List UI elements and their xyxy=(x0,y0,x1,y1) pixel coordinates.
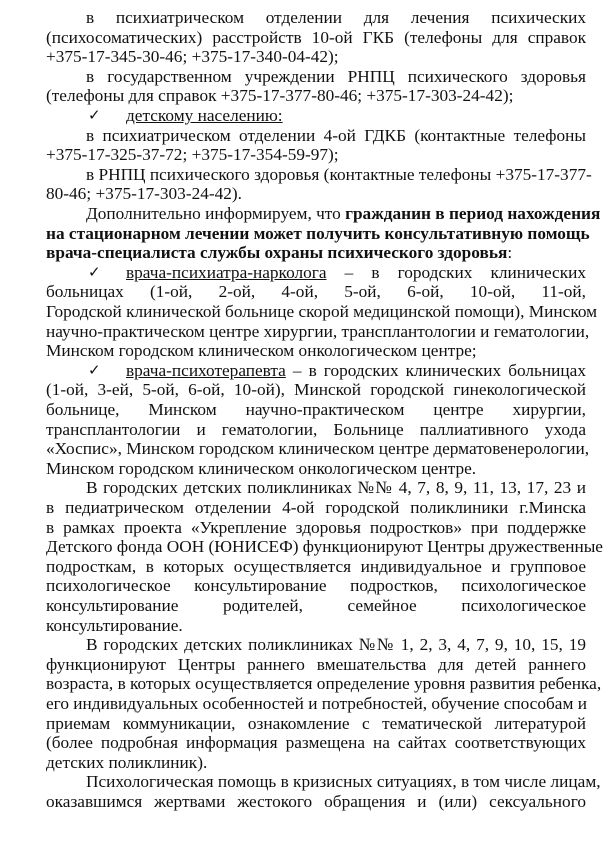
text-segment: в психиатрическом отделении 4-ой ГДКБ (контактные телефоны xyxy=(86,125,586,145)
text-line xyxy=(46,282,586,302)
text-line xyxy=(88,262,586,283)
checkmark-icon: ✓ xyxy=(88,106,101,124)
text-line xyxy=(46,733,586,753)
text-line xyxy=(46,243,586,263)
bold-text: на стационарном лечении может получить консультативную помощь xyxy=(46,223,590,243)
text-segment: в психиатрическом отделении для лечения психических xyxy=(86,8,586,27)
text-line xyxy=(46,498,586,518)
text-line xyxy=(46,518,586,538)
text-segment: консультирование родителей, семейное психологическое xyxy=(46,596,586,615)
text-line xyxy=(46,380,586,400)
text-line xyxy=(46,184,586,204)
checkmark-icon: ✓ xyxy=(88,262,101,281)
bold-text: врача-специалиста службы охраны психического здоровья xyxy=(46,243,508,263)
text-segment: : xyxy=(507,243,513,263)
text-segment: – в городских клинических больницах xyxy=(285,360,586,380)
text-line xyxy=(46,47,586,67)
text-line xyxy=(46,302,598,322)
underlined-heading: врача-психиатра-нарколога xyxy=(126,262,327,282)
text-segment: Детского фонда ООН (ЮНИСЕФ) функционируют Центры дружественные xyxy=(46,537,603,557)
text-line xyxy=(46,145,586,165)
text-line xyxy=(88,106,586,126)
text-segment: Городской клинической больнице скорой медицинской помощи), Минском xyxy=(46,302,598,321)
text-line xyxy=(86,164,592,185)
text-line xyxy=(46,321,590,342)
text-segment: +375-17-325-37-72; +375-17-354-59-97); xyxy=(46,145,339,165)
text-segment: приемам коммуникации, ознакомление с тематической литературой xyxy=(46,713,586,733)
text-segment: его индивидуальных особенностей и потребностей, обучение способам и xyxy=(46,694,587,713)
text-line xyxy=(46,753,586,773)
text-line xyxy=(46,439,590,459)
text-line xyxy=(46,223,590,244)
text-segment: трансплантологии и гематологии, Больнице паллиативного ухода xyxy=(46,419,586,439)
text-line xyxy=(46,655,586,675)
text-segment: больницах (1-ой, 2-ой, 4-ой, 5-ой, 6-ой, 10-ой, 11-ой, xyxy=(46,282,586,302)
underlined-heading: врача-психотерапевта xyxy=(126,360,286,380)
text-line xyxy=(86,478,586,498)
text-segment: в государственном учреждении РНПЦ психического здоровья xyxy=(86,66,586,86)
text-line xyxy=(46,86,586,106)
text-line xyxy=(46,792,586,812)
text-segment: (1-ой, 3-ей, 5-ой, 6-ой, 10-ой), Минской городской гинекологической xyxy=(46,380,586,400)
text-line xyxy=(46,674,602,694)
text-line xyxy=(46,616,586,636)
text-line xyxy=(46,537,603,557)
text-segment: научно-практическом центре хирургии, трансплантологии и гематологии, xyxy=(46,321,590,341)
text-segment: в рамках проекта «Укрепление здоровья подростков» при поддержке xyxy=(46,517,586,537)
text-line xyxy=(46,400,586,420)
text-segment: больнице, Минском научно-практическом центре хирургии, xyxy=(46,400,586,419)
text-segment: В городских детских поликлиниках №№ 4, 7, 8, 9, 11, 13, 17, 23 и xyxy=(86,478,586,498)
text-line xyxy=(46,341,586,361)
text-line xyxy=(46,576,586,596)
text-segment: подросткам, в которых осуществляется индивидуальное и групповое xyxy=(46,556,586,576)
text-segment: в педиатрическом отделении 4-ой городской поликлиники г.Минска xyxy=(46,498,586,517)
text-line xyxy=(46,420,586,440)
text-line xyxy=(46,459,586,479)
text-line xyxy=(46,714,586,734)
bold-text: гражданин в период нахождения xyxy=(345,204,601,223)
text-segment: В городских детских поликлиниках №№ 1, 2, 3, 4, 7, 9, 10, 15, 19 xyxy=(86,635,586,655)
text-segment: оказавшимся жертвами жестокого обращения и (или) сексуального xyxy=(46,792,586,811)
text-segment: (телефоны для справок +375-17-377-80-46; +375-17-303-24-42); xyxy=(46,86,514,106)
text-segment: (психосоматических) расстройств 10-ой ГКБ (телефоны для справок xyxy=(46,27,586,47)
text-segment: +375-17-345-30-46; +375-17-340-04-42); xyxy=(46,47,339,67)
text-segment: возраста, в которых осуществляется определение уровня развития ребенка, xyxy=(46,674,602,694)
text-line xyxy=(46,557,586,577)
text-segment: детских поликлиник). xyxy=(46,752,208,772)
text-line xyxy=(46,28,586,48)
text-line xyxy=(86,635,586,655)
text-line xyxy=(46,596,586,616)
text-line xyxy=(86,67,586,87)
text-segment: в РНПЦ психического здоровья (контактные телефоны +375-17-377- xyxy=(86,164,592,184)
text-segment: консультирование. xyxy=(46,615,183,635)
text-segment: Минском городском клиническом онкологическом центре. xyxy=(46,458,477,478)
checkmark-icon: ✓ xyxy=(88,360,101,379)
underlined-heading: детскому населению: xyxy=(126,106,283,125)
text-segment: Минском городском клиническом онкологическом центре; xyxy=(46,341,477,361)
text-segment: психологическое консультирование подростков, психологическое xyxy=(46,576,586,596)
text-line xyxy=(46,694,586,714)
text-segment: (более подробная информация размещена на сайтах соответствующих xyxy=(46,733,586,753)
text-segment: – в городских клинических xyxy=(326,262,586,282)
text-segment: Психологическая помощь в кризисных ситуациях, в том числе лицам, xyxy=(86,772,601,792)
text-line xyxy=(86,8,586,28)
text-segment: функционируют Центры раннего вмешательства для детей раннего xyxy=(46,654,586,674)
text-segment: Дополнительно информируем, что xyxy=(86,204,346,223)
text-segment: 80-46; +375-17-303-24-42). xyxy=(46,184,242,204)
text-line xyxy=(86,772,601,792)
text-segment: «Хоспис», Минском городском клиническом центре дерматовенерологии, xyxy=(46,439,590,459)
text-line xyxy=(86,126,586,146)
text-line xyxy=(88,360,586,381)
text-line xyxy=(86,204,601,224)
